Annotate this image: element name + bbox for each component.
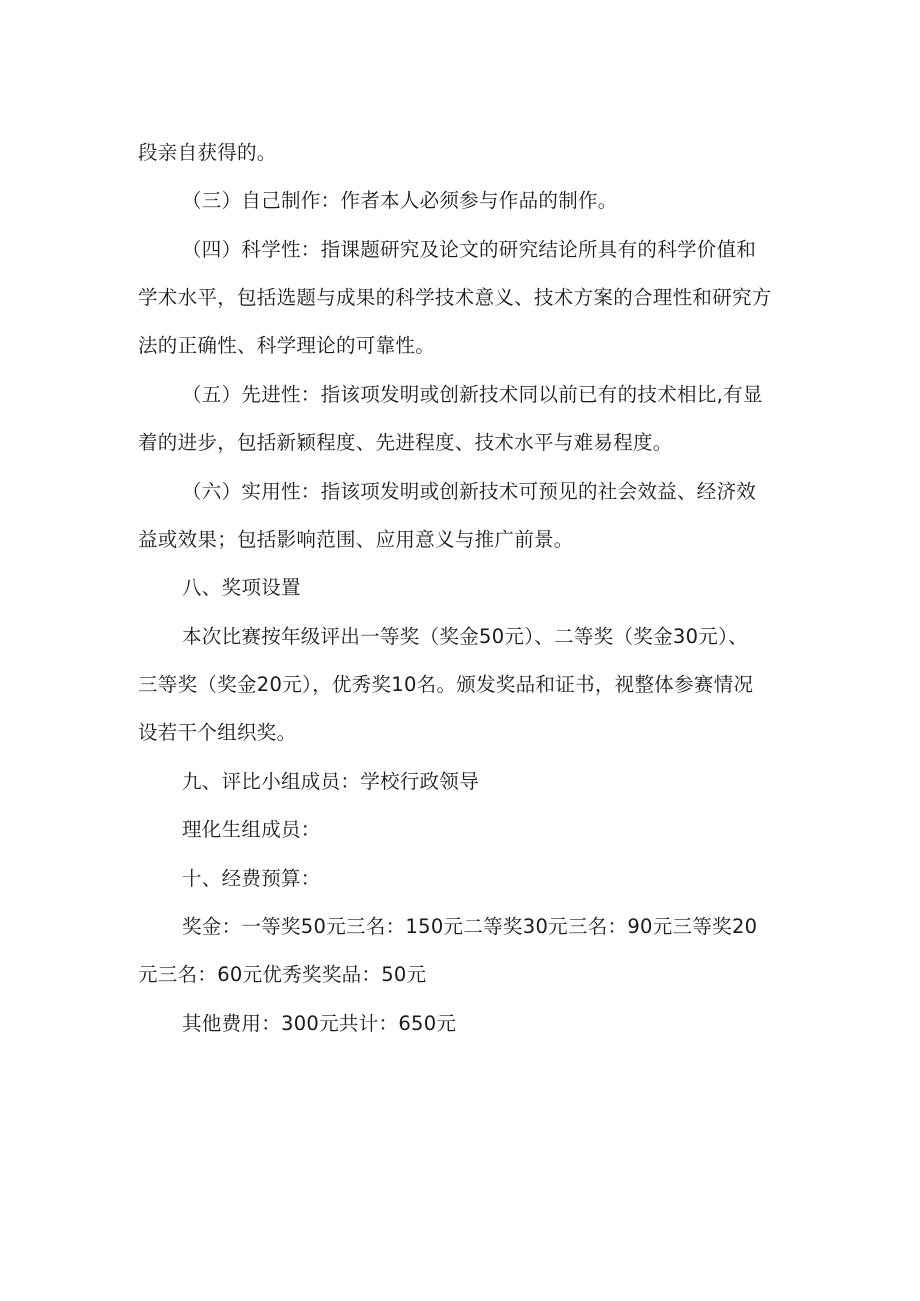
text-line: （五）先进性：指该项发明或创新技术同以前已有的技术相比,有显: [182, 383, 763, 406]
text-line: （四）科学性：指课题研究及论文的研究结论所具有的科学价值和: [182, 238, 757, 261]
text-line: 着的进步，包括新颖程度、先进程度、技术水平与难易程度。: [138, 431, 673, 454]
text-line: 益或效果；包括影响范围、应用意义与推广前景。: [138, 528, 574, 551]
text-line: 学术水平，包括选题与成果的科学技术意义、技术方案的合理性和研究方: [138, 286, 772, 309]
section-heading: 八、奖项设置: [182, 576, 301, 599]
text-line: 法的正确性、科学理论的可靠性。: [138, 334, 436, 357]
section-heading: 十、经费预算：: [182, 867, 321, 890]
section-heading: 九、评比小组成员：学校行政领导: [182, 770, 480, 793]
text-line: 奖金：一等奖50元三名：150元二等奖30元三名：90元三等奖20: [182, 915, 758, 938]
text-line: 理化生组成员：: [182, 818, 321, 841]
text-line: 其他费用：300元共计：650元: [182, 1012, 457, 1035]
text-line: （三）自己制作：作者本人必须参与作品的制作。: [182, 189, 618, 212]
text-line: 三等奖（奖金20元），优秀奖10名。颁发奖品和证书，视整体参赛情况: [138, 673, 754, 696]
text-line: 本次比赛按年级评出一等奖（奖金50元）、二等奖（奖金30元）、: [182, 625, 748, 648]
text-line: 设若干个组织奖。: [138, 721, 297, 744]
text-line: 段亲自获得的。: [138, 141, 277, 164]
text-line: （六）实用性：指该项发明或创新技术可预见的社会效益、经济效: [182, 480, 757, 503]
text-line: 元三名：60元优秀奖奖品：50元: [138, 963, 427, 986]
